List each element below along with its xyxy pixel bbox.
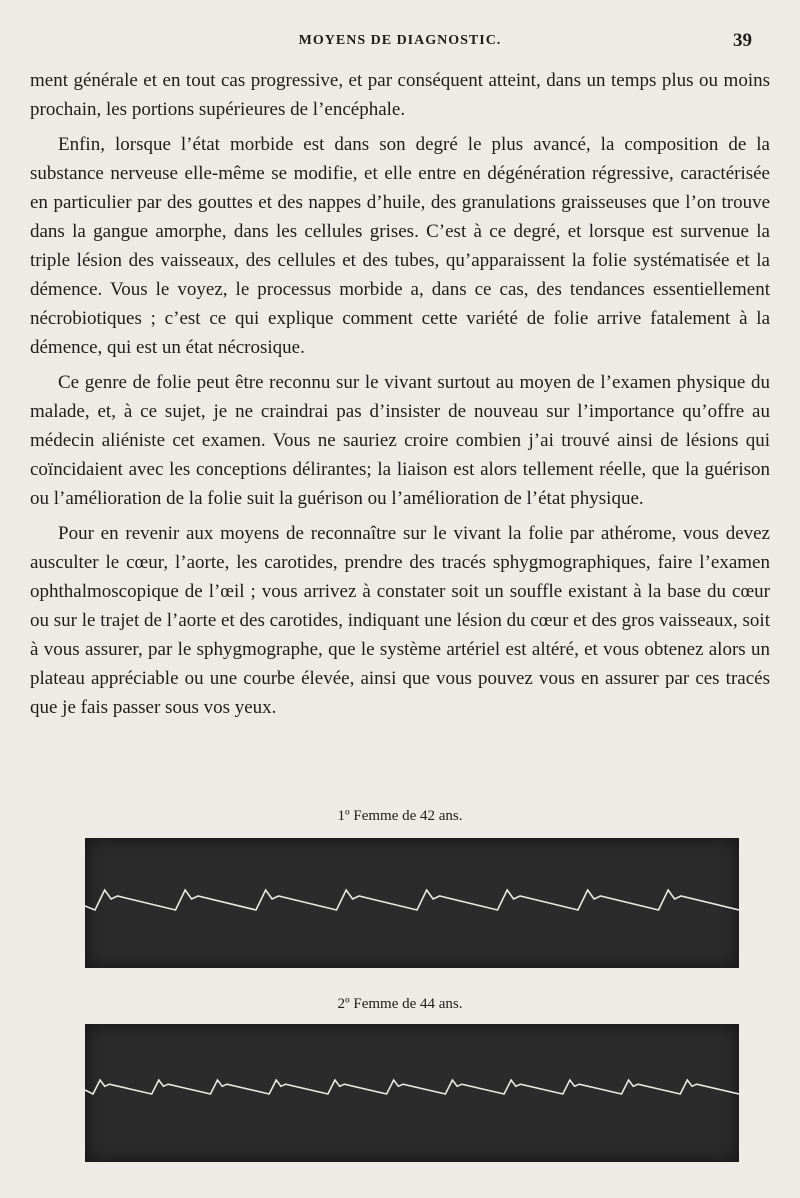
running-head — [0, 30, 800, 54]
pulse-waveform-1 — [85, 890, 739, 910]
paragraph-4: Pour en revenir aux moyens de reconnaître sur le vivant la folie par athérome, vous devez ausculter le cœur, l’aorte, les carotides, prendre des tracés sphygmographiques, faire l’examen ophthalmoscopique de l’œil ; vous arrivez à constater soit un souffle existant à la base du cœur ou sur le trajet de l’aorte et des carotides, indiquant une lésion du cœur et des gros vaisseaux, soit à vous assurer, par le sphygmographe, que le système artériel est altéré, et vous obtenez alors un plateau appréciable ou une courbe élevée, ainsi que vous pouvez vous en assurer par ces tracés que je fais passer sous vos yeux. — [30, 523, 770, 718]
trace-2-svg — [85, 1024, 739, 1162]
body-text — [30, 66, 770, 728]
paragraph-2: Enfin, lorsque l’état morbide est dans son degré le plus avancé, la composition de la substance nerveuse elle-même se modifie, et elle entre en dégénération régressive, caractérisée en particulier par des gouttes et des nappes d’huile, des granulations graisseuses que l’on trouve dans la gangue amorphe, dans les cellules grises. C’est à ce degré, et lorsque est survenue la triple lésion des vaisseaux, des cellules et des tubes, qu’apparaissent la folie systématisée et la démence. Vous le voyez, le processus morbide a, dans ce cas, des tendances essentiellement nécrobiotiques ; c’est ce qui explique comment cette variété de folie arrive fatalement à la démence, qui est un état nécrosique. — [30, 134, 770, 358]
trace-1-svg — [85, 838, 739, 968]
sphygmograph-trace-1 — [85, 838, 739, 968]
paragraph-3: Ce genre de folie peut être reconnu sur le vivant surtout au moyen de l’examen physique du malade, et, à ce sujet, je ne craindrai pas d’insister de nouveau sur l’importance qu’offre au médecin aliéniste cet examen. Vous ne sauriez croire combien j’ai trouvé ainsi de lésions qui coïncidaient avec les conceptions délirantes; la liaison est alors tellement réelle, que la guérison ou l’amélioration de la folie suit la guérison ou l’amélioration de l’état physique. — [30, 372, 770, 509]
pulse-waveform-2 — [85, 1080, 739, 1094]
figure-2-caption: 2º Femme de 44 ans. — [337, 996, 463, 1012]
sphygmograph-trace-2 — [85, 1024, 739, 1162]
paragraph-1: ment générale et en tout cas progressive, et par conséquent atteint, dans un temps plus ou moins prochain, les portions supérieures de l’encéphale. — [30, 70, 770, 120]
figure-1-caption: 1º Femme de 42 ans. — [337, 808, 463, 824]
page-number: 39 — [733, 30, 752, 51]
running-title: MOYENS DE DIAGNOSTIC. — [298, 33, 502, 48]
